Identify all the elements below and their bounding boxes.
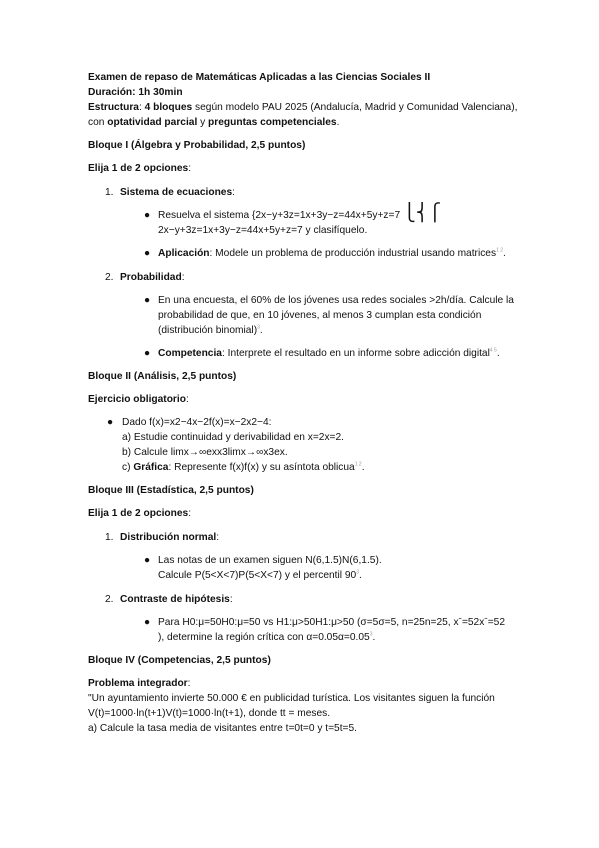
citation-ref[interactable]: 1 2 xyxy=(354,461,362,468)
block3-choose: Elija 1 de 2 opciones: xyxy=(88,508,192,519)
block4-question-a: a) Calcule la tasa media de visitantes entre t=0t=0 y t=5t=5. xyxy=(88,723,357,734)
block3-opt1-bullet: ● Las notas de un examen siguen N(6,1.5)N(6,1.5). Calcule P(5<X<7)P(5<X<7) y el percentil $90^3$. xyxy=(144,555,382,581)
citation-ref[interactable]: 3 xyxy=(257,324,260,331)
block3-option-1: 1. Distribución normal: xyxy=(105,532,220,543)
bullet-icon: ● xyxy=(144,295,151,306)
block3-option-2: 2. Contraste de hipótesis: xyxy=(105,594,233,605)
block3-title: Bloque III (Estadística, 2,5 puntos) xyxy=(88,485,254,496)
duration-line: Duración: 1h 30min xyxy=(88,87,183,98)
citation-ref[interactable]: 4 5 xyxy=(489,347,497,354)
block4-problem-text: "Un ayuntamiento invierte 50.000 € en publicidad turística. Los visitantes siguen la función V(t)=1000·ln⁡(t+1)V(t)=1000·ln(t+1), donde tt = meses. xyxy=(88,693,495,719)
block4-title: Bloque IV (Competencias, 2,5 puntos) xyxy=(88,655,271,666)
bullet-icon: ● xyxy=(144,210,151,221)
structure-line: Estructura: 4 bloques según modelo PAU 2025 (Andalucía, Madrid y Comunidad Valenciana), con optatividad parcial y preguntas competenciales. xyxy=(88,102,518,128)
block4-problem-label: Problema integrador: xyxy=(88,678,191,689)
bullet-icon: ● xyxy=(144,555,151,566)
bullet-icon: ● xyxy=(107,417,114,428)
brace-symbol: ⎩⎨⎧ xyxy=(402,203,442,222)
block2-mandatory: Ejercicio obligatorio: xyxy=(88,394,189,405)
exam-document xyxy=(88,70,518,736)
citation-ref[interactable]: 3 xyxy=(356,569,359,576)
block1-title: Bloque I (Álgebra y Probabilidad, 2,5 puntos) xyxy=(88,140,306,151)
block1-opt2-bullet-2: ● Competencia: Interprete el resultado en un informe sobre adicción digital$^{4 5}$. xyxy=(144,347,500,359)
block1-opt1-bullet-2: ● Aplicación: Modele un problema de producción industrial usando matrices$^{1 2}$. xyxy=(144,247,506,259)
block2-exercise: ● Dado f(x)=x2−4x−2f(x)=x−2x2−4: a) Estudie continuidad y derivabilidad en x=2x=2. b) Calcule lim⁡x→∞exx3limx→∞x3ex. c) Gráfica: Represente f(x)f(x) y su asíntota oblicua$^{1 2}$. xyxy=(107,417,365,473)
bullet-icon: ● xyxy=(144,348,151,359)
block1-opt1-bullet-1: ● Resuelva el sistema {2x−y+3z=1x+3y−z=44x+5y+z=7 ⎩⎨⎧ 2x−y+3z=1x+3y−z=44x+5y+z=7 y clasifíquelo. xyxy=(144,203,442,236)
block1-option-2: 2. Probabilidad: xyxy=(105,272,185,283)
citation-ref[interactable]: 3 xyxy=(369,631,373,638)
exam-title: Examen de repaso de Matemáticas Aplicadas a las Ciencias Sociales II xyxy=(88,72,431,83)
bullet-icon: ● xyxy=(144,248,151,259)
bullet-icon: ● xyxy=(144,617,151,628)
block1-opt2-bullet-1: ● En una encuesta, el 60% de los jóvenes usa redes sociales >2h/día. Calcule la probabilidad de que, en 10 jóvenes, al menos 3 cumplan esta condición (distribución binomial)$^3$. xyxy=(144,295,514,336)
block1-option-1: 1. Sistema de ecuaciones: xyxy=(105,187,235,198)
block2-title: Bloque II (Análisis, 2,5 puntos) xyxy=(88,371,237,382)
block1-choose: Elija 1 de 2 opciones: xyxy=(88,163,192,174)
citation-ref[interactable]: 1 2 xyxy=(496,247,504,254)
block3-opt2-bullet: ● Para H0:μ=50H0:μ=50 vs H1:μ>50H1:μ>50 (σ=5σ=5, n=25n=25, xˉ=52xˉ=52 ), determine la región crítica con $\alpha=0.05\alpha=0.05^3$. xyxy=(144,617,505,643)
